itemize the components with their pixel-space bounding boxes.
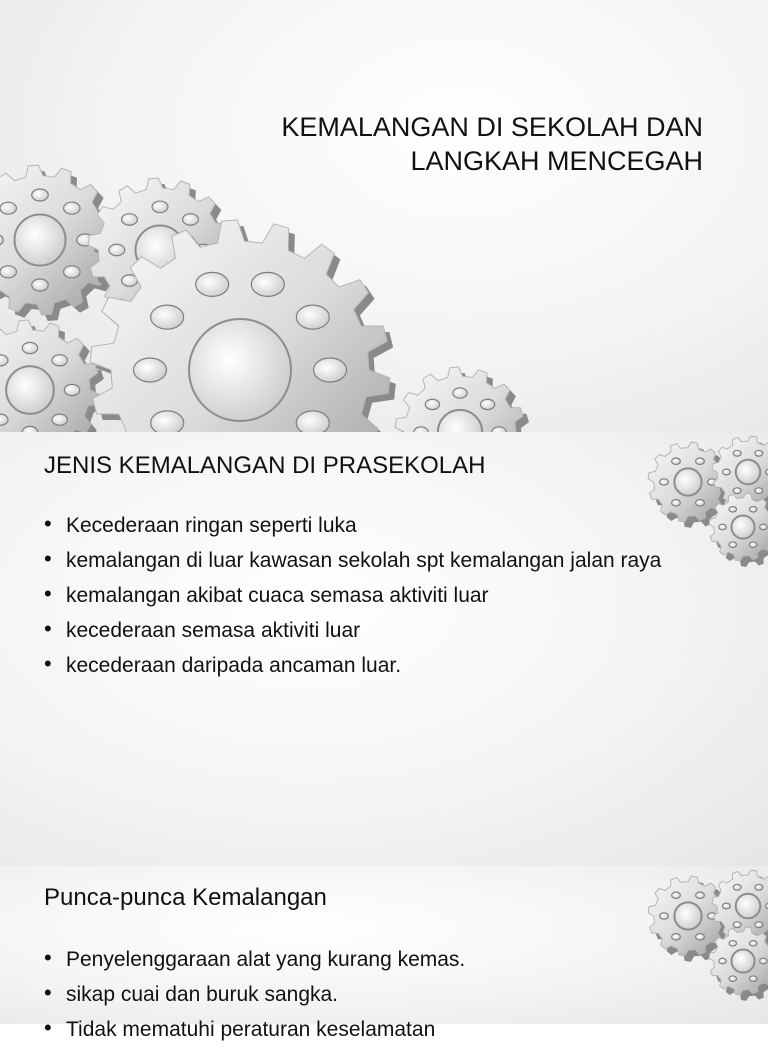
gear-hub [674, 468, 701, 495]
gear-hub [736, 894, 760, 918]
gear-hole [151, 305, 184, 329]
gear-hole [760, 524, 767, 529]
gear-hole [696, 892, 705, 898]
gears-icon [0, 170, 560, 432]
gear-hole [660, 479, 669, 485]
gear-hole [109, 244, 125, 256]
gear-hole [733, 488, 741, 494]
gear-hole [0, 266, 16, 278]
slide-jenis-kemalangan [0, 432, 768, 866]
slide-heading: JENIS KEMALANGAN DI PRASEKOLAH [44, 452, 486, 479]
gear-hole [672, 892, 681, 898]
list-item: • kemalangan di luar kawasan sekolah spt kemalangan jalan raya [44, 545, 704, 577]
title-line-1: KEMALANGAN DI SEKOLAH DAN [281, 112, 703, 142]
gear-hole [760, 958, 767, 963]
gear-hole [755, 450, 763, 456]
gear-hole [152, 201, 168, 213]
gear-hole [296, 305, 329, 329]
gear-hole [672, 500, 681, 506]
gear-hole [672, 934, 681, 940]
gear-hole [64, 266, 81, 278]
gear-hole [52, 414, 67, 425]
gear-hole [755, 488, 763, 494]
slide-title-text [281, 110, 703, 178]
title-line-2: LANGKAH MENCEGAH [410, 146, 703, 176]
gear-hole [733, 450, 741, 456]
gear-hole [672, 458, 681, 464]
gear-hub [189, 319, 291, 421]
list-item: • kecederaan semasa aktiviti luar [44, 615, 704, 647]
list-item: • Penyelenggaraan alat yang kurang kemas. [44, 944, 704, 976]
gear-hole [134, 358, 167, 382]
gear-hub [731, 515, 754, 538]
slide-title [0, 0, 768, 432]
gear-hole [196, 272, 229, 296]
gear-hole [749, 941, 756, 946]
gear-hole [749, 976, 756, 981]
gear-hole [64, 384, 79, 395]
gear-hole [729, 941, 736, 946]
gear-hole [722, 903, 730, 909]
gear-hole [755, 884, 763, 890]
gear-hole [696, 934, 705, 940]
gear-hole [183, 214, 199, 226]
slide-punca-kemalangan [0, 866, 768, 1041]
gear-hole [251, 272, 284, 296]
gear-hole [729, 542, 736, 547]
gear-hole [122, 214, 138, 226]
gear-hub [731, 949, 754, 972]
gear-hole [52, 355, 67, 366]
list-item: • kemalangan akibat cuaca semasa aktiviti luar [44, 580, 704, 612]
bullet-list [44, 944, 704, 1049]
gear-hole [0, 202, 16, 214]
gear-hole [749, 507, 756, 512]
gear-hole [719, 524, 726, 529]
gear-hole [32, 189, 49, 201]
gear-hub [6, 366, 54, 414]
gear-hole [453, 388, 467, 398]
gear-hole [749, 542, 756, 547]
gear-hub [674, 902, 701, 929]
gear-hole [660, 913, 669, 919]
gear-hub [736, 460, 760, 484]
bullet-list [44, 510, 704, 685]
gear-hole [733, 922, 741, 928]
slide-heading: Punca-punca Kemalangan [44, 884, 327, 911]
gear-hole [719, 958, 726, 963]
list-item: • Tidak mematuhi peraturan keselamatan [44, 1014, 704, 1046]
gear-hole [729, 976, 736, 981]
gear-hole [64, 202, 81, 214]
gear-hole [722, 469, 730, 475]
gear-hole [696, 458, 705, 464]
gear-hole [729, 507, 736, 512]
list-item: • kecederaan daripada ancaman luar. [44, 650, 704, 682]
list-item: • Kecederaan ringan seperti luka [44, 510, 704, 542]
gear-hub [15, 215, 66, 266]
gear-hole [22, 342, 37, 353]
gear-hole [32, 279, 49, 291]
list-item: • sikap cuai dan buruk sangka. [44, 979, 704, 1011]
gear-hole [314, 358, 347, 382]
gear-hole [480, 399, 494, 409]
gear-hole [696, 500, 705, 506]
gear-hole [425, 399, 439, 409]
gear-hole [733, 884, 741, 890]
gear-hole [755, 922, 763, 928]
